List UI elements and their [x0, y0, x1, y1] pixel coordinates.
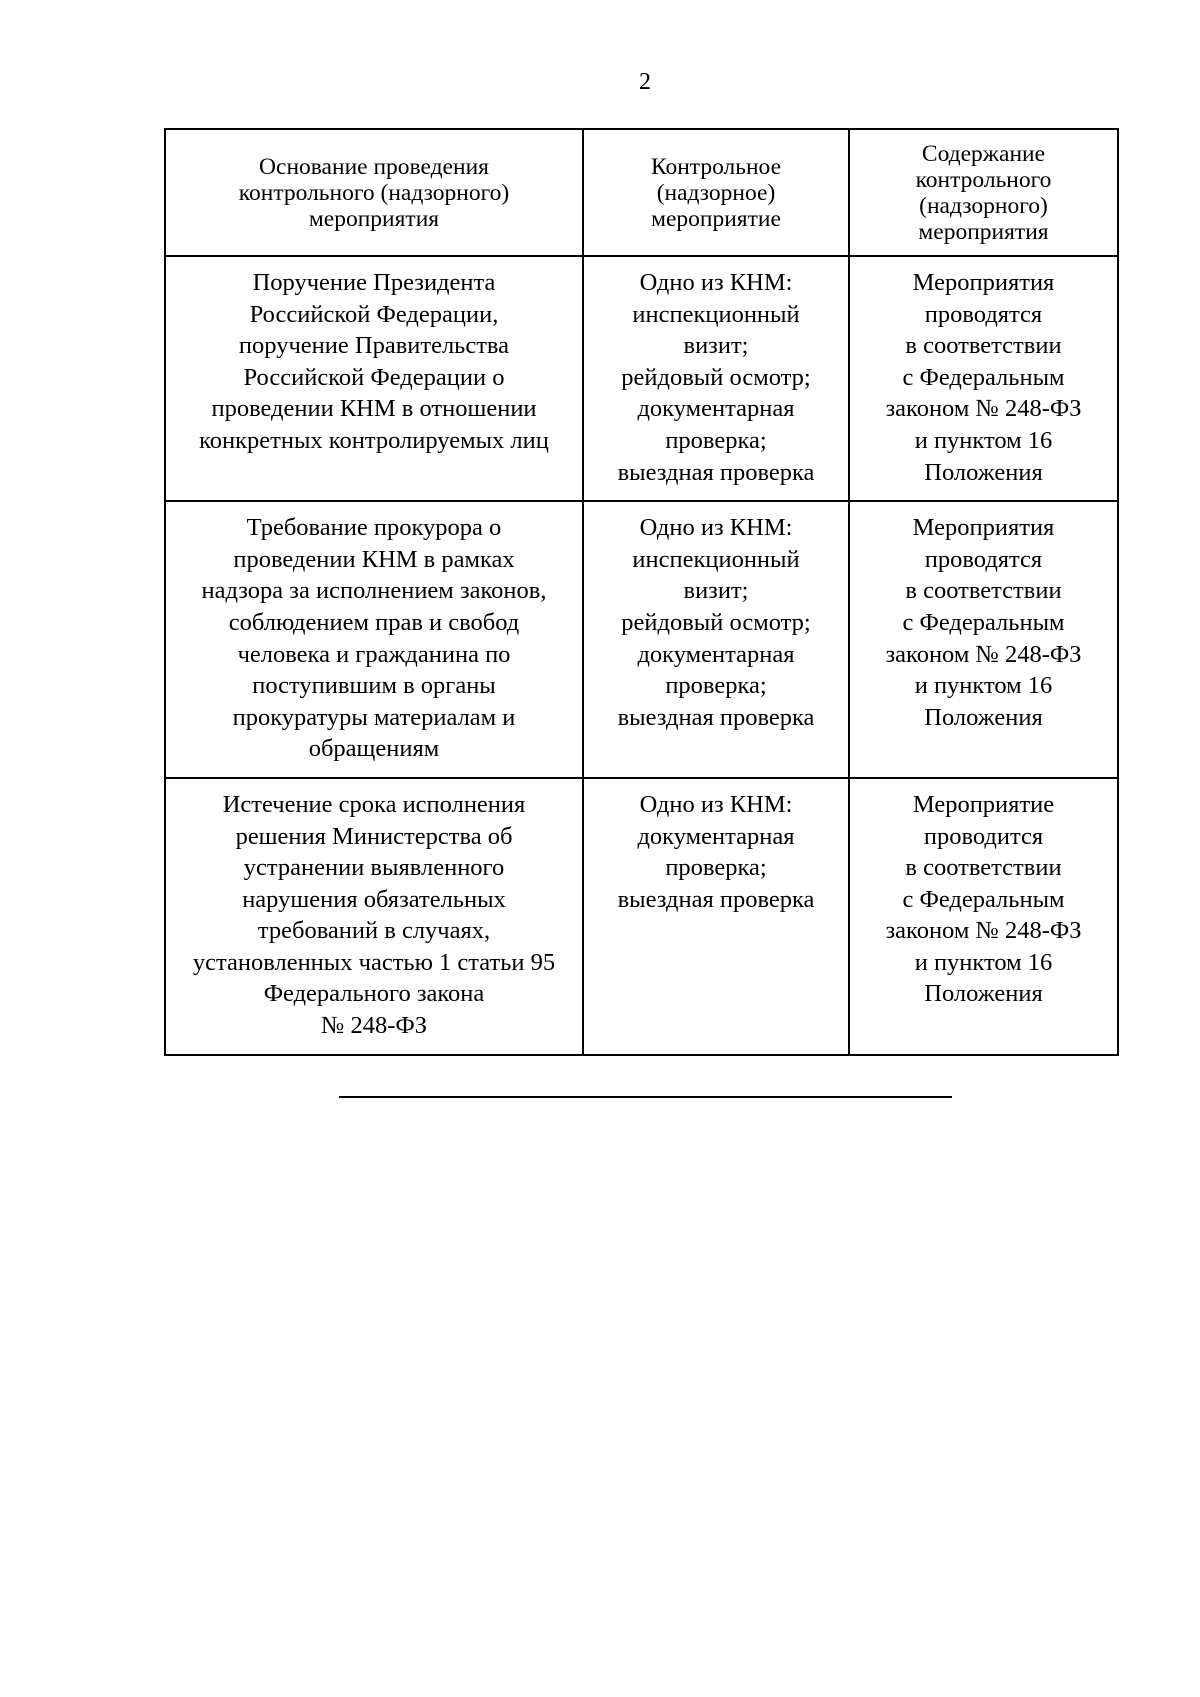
cell-line: инспекционный	[632, 545, 800, 573]
cell-line: Российской Федерации о	[243, 363, 505, 391]
cell-line: документарная	[637, 822, 795, 850]
cell-line: проведении КНМ в рамках	[233, 545, 515, 573]
cell-line: поступившим в органы	[252, 672, 496, 700]
table-row	[165, 256, 1118, 501]
cell-line: Требование прокурора о	[246, 514, 502, 542]
cell-line: поручение Правительства	[238, 332, 510, 360]
cell-line: мероприятия	[308, 205, 440, 232]
cell-line: законом № 248-ФЗ	[885, 395, 1082, 423]
page-number: 2	[639, 69, 651, 95]
cell-line: Содержание	[921, 140, 1046, 167]
cell-line: визит;	[683, 577, 749, 605]
cell-line: Поручение Президента	[252, 269, 496, 296]
cell-line: Положения	[924, 980, 1043, 1008]
cell-line: Положения	[924, 458, 1043, 486]
cell-basis	[165, 256, 583, 501]
cell-measure	[583, 256, 849, 501]
cell-line: Одно из КНМ:	[639, 269, 793, 296]
cell-line: Одно из КНМ:	[639, 514, 793, 542]
header-measure	[583, 129, 849, 256]
cell-line: документарная	[637, 640, 795, 668]
cell-line: Основание проведения	[259, 153, 489, 180]
cell-line: (надзорное)	[656, 179, 776, 206]
cell-line: нарушения обязательных	[242, 885, 506, 913]
cell-line: проводятся	[924, 545, 1043, 573]
cell-line: в соответствии	[905, 332, 1062, 360]
cell-measure	[583, 501, 849, 778]
cell-line: Мероприятия	[912, 514, 1055, 542]
cell-line: мероприятия	[918, 218, 1049, 245]
cell-line: законом № 248-ФЗ	[885, 917, 1082, 945]
closing-rule	[339, 1096, 952, 1098]
cell-line: устранении выявленного	[243, 854, 505, 882]
cell-line: контрольного	[915, 166, 1052, 193]
cell-line: документарная	[637, 395, 795, 423]
cell-line: выездная проверка	[617, 703, 815, 731]
cell-line: и пунктом 16	[914, 426, 1053, 454]
cell-line: Истечение срока исполнения	[222, 790, 526, 818]
cell-line: выездная проверка	[617, 885, 815, 913]
cell-basis	[165, 501, 583, 778]
cell-line: человека и гражданина по	[237, 640, 511, 668]
cell-line: контрольного (надзорного)	[238, 179, 510, 206]
cell-line: проверка;	[665, 854, 767, 882]
cell-line: соблюдением прав и свобод	[228, 608, 520, 636]
cell-line: установленных частью 1 статьи 95	[192, 948, 556, 976]
cell-line: Мероприятия	[912, 269, 1055, 296]
cell-line: надзора за исполнением законов,	[201, 577, 547, 605]
cell-line: Российской Федерации,	[249, 300, 499, 328]
cell-line: Положения	[924, 703, 1043, 731]
cell-line: рейдовый осмотр;	[621, 608, 811, 636]
cell-line: проведении КНМ в отношении	[211, 395, 537, 423]
cell-content	[849, 778, 1118, 1055]
table-row	[165, 778, 1118, 1055]
cell-line: конкретных контролируемых лиц	[199, 426, 549, 454]
cell-line: проводятся	[924, 300, 1043, 328]
cell-line: с Федеральным	[902, 608, 1065, 636]
cell-line: рейдовый осмотр;	[621, 363, 811, 391]
cell-line: и пунктом 16	[914, 672, 1053, 700]
cell-line: в соответствии	[905, 854, 1062, 882]
cell-line: выездная проверка	[617, 458, 815, 486]
header-basis	[165, 129, 583, 256]
cell-line: в соответствии	[905, 577, 1062, 605]
header-content	[849, 129, 1118, 256]
cell-line: с Федеральным	[902, 885, 1065, 913]
table-row	[165, 501, 1118, 778]
cell-line: с Федеральным	[902, 363, 1065, 391]
cell-basis	[165, 778, 583, 1055]
table-header-row	[165, 129, 1118, 256]
cell-line: проверка;	[665, 672, 767, 700]
cell-content	[849, 501, 1118, 778]
cell-line: инспекционный	[632, 300, 800, 328]
cell-line: и пунктом 16	[914, 948, 1053, 976]
cell-line: № 248-ФЗ	[320, 1012, 428, 1040]
cell-line: мероприятие	[651, 205, 781, 232]
cell-line: Федерального закона	[263, 980, 485, 1008]
cell-measure	[583, 778, 849, 1055]
cell-line: Одно из КНМ:	[639, 790, 793, 818]
cell-line: законом № 248-ФЗ	[885, 640, 1082, 668]
cell-line: проводится	[923, 822, 1044, 850]
cell-line: прокуратуры материалам и	[232, 703, 516, 731]
cell-line: Мероприятие	[912, 790, 1055, 818]
cell-line: проверка;	[665, 426, 767, 454]
cell-line: обращениям	[308, 735, 440, 763]
measures-table	[164, 128, 1119, 1056]
cell-line: Контрольное	[650, 153, 782, 180]
cell-line: визит;	[683, 332, 749, 360]
cell-line: требований в случаях,	[257, 917, 491, 945]
cell-content	[849, 256, 1118, 501]
cell-line: (надзорного)	[919, 192, 1048, 219]
cell-line: решения Министерства об	[235, 822, 513, 850]
